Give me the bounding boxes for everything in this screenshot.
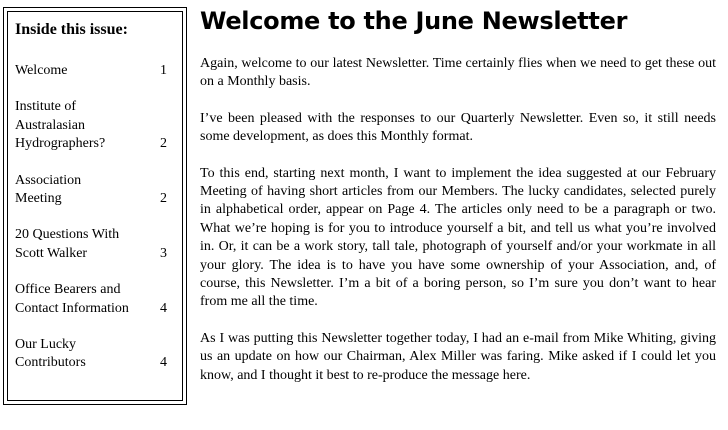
toc-item-welcome [15, 62, 173, 80]
toc-item-label: Welcome [15, 63, 68, 78]
article-body [200, 55, 716, 403]
toc-item-page: 2 [160, 136, 167, 152]
article-paragraph: As I was putting this Newsletter together today, I had an e-mail from Mike Whiting, giving us an update on how our Chairman, Alex Miller was faring. Mike asked if I could let you know, and I thought it best to re-produce the message here. [200, 330, 716, 383]
toc-item-label: Office Bearers and Contact Information [15, 282, 129, 316]
toc-item-label: Association Meeting [15, 172, 82, 207]
toc-item-page: 3 [160, 245, 167, 261]
toc-item-label: 20 Questions With Scott Walker [15, 227, 120, 261]
toc-item-page: 4 [160, 300, 167, 316]
inside-this-issue-inner-border [7, 11, 183, 401]
toc-item-hydrographers [15, 98, 173, 153]
inside-this-issue-box [3, 7, 187, 405]
toc-item-page: 1 [160, 63, 167, 78]
article-paragraph: Again, welcome to our latest Newsletter. Time certainly flies when we need to get these out on a Monthly basis. [200, 56, 716, 90]
toc-title: Inside this issue: [15, 21, 128, 38]
toc-list [15, 62, 173, 391]
toc-item-label: Institute of Australasian Hydrographers? [15, 99, 106, 152]
toc-item-page: 4 [160, 355, 167, 371]
toc-item-office-bearers [15, 281, 173, 318]
toc-item-lucky-contributors [15, 336, 173, 373]
article-title: Welcome to the June Newsletter [200, 7, 628, 35]
toc-item-label: Our Lucky Contributors [15, 337, 86, 371]
article-paragraph: To this end, starting next month, I want to implement the idea suggested at our February Meeting of having short articles from our Members. The lucky candidates, selected purely in alphabetical order, appear on Page 4. The articles only need to be a paragraph or two. What we’re hoping is for you to introduce yourself a bit, and tell us what you’re involved in. Or, it can be a work story, tall tale, photograph of yourself and/or your workmate in all your glory. The idea is to have you have some ownership of your Association, and, of course, this Newsletter. I’m a bit of a boring person, so I’m sure you don’t want to hear from me all the time. [200, 165, 716, 310]
toc-item-association-meeting [15, 172, 173, 209]
article-paragraph: I’ve been pleased with the responses to our Quarterly Newsletter. Even so, it still needs some development, as does this Monthly format. [200, 110, 716, 145]
toc-item-page: 2 [160, 191, 167, 207]
toc-item-20-questions [15, 226, 173, 263]
